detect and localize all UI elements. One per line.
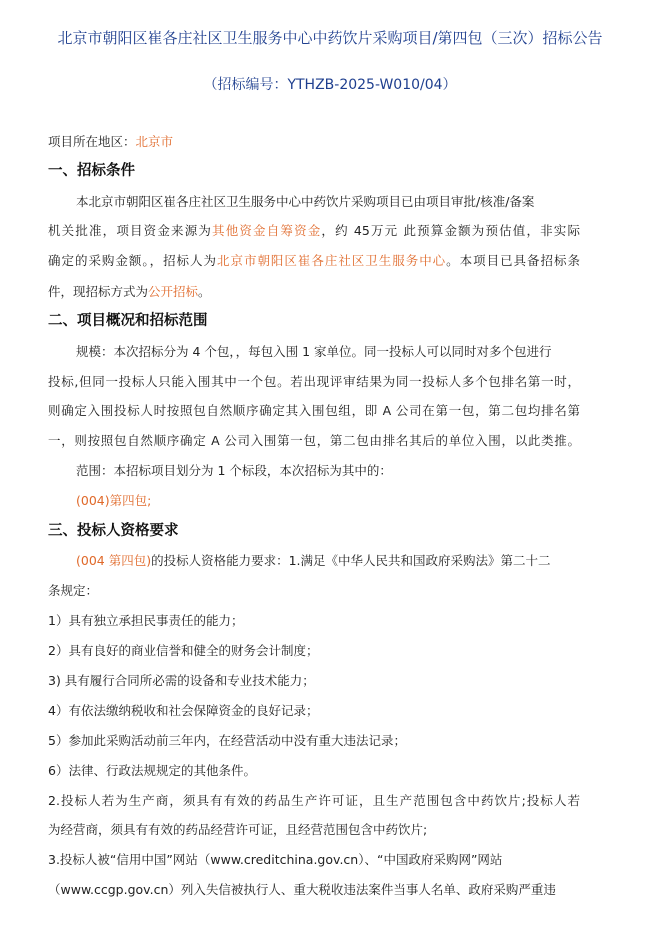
qualification-intro-line-1 bbox=[76, 553, 551, 569]
tender-method: 公开招标 bbox=[148, 284, 199, 299]
conditions-line-3 bbox=[48, 253, 580, 269]
qualification-item: 5）参加此采购活动前三年内，在经营活动中没有重大违法记录； bbox=[48, 733, 406, 748]
section-heading-overview: 二、项目概况和招标范围 bbox=[48, 313, 208, 329]
package-line: (004)第四包; bbox=[76, 493, 152, 508]
qualification-item-3-line-2: （www.ccgp.gov.cn）列入失信被执行人、重大税收违法案件当事人名单、政府采购严重违 bbox=[48, 882, 556, 897]
region-label: 项目所在地区： bbox=[48, 134, 136, 149]
tenderer-name: 北京市朝阳区崔各庄社区卫生服务中心 bbox=[217, 253, 447, 268]
conditions-text: ，约 45万元 此预算金额为预估值，非实际 bbox=[321, 223, 580, 238]
conditions-text: 确定的采购金额。，招标人为 bbox=[48, 253, 217, 268]
conditions-text: 。 bbox=[198, 284, 211, 299]
conditions-text: 机关批准，项目资金来源为 bbox=[48, 223, 213, 238]
conditions-text: 件，现招标方式为 bbox=[48, 284, 149, 299]
scale-line-3: 则确定入围投标人时按照包自然顺序确定其入围包组，即 A 公司在第一包，第二包均排名第 bbox=[48, 403, 580, 418]
conditions-line-1: 本北京市朝阳区崔各庄社区卫生服务中心中药饮片采购项目已由项目审批/核准/备案 bbox=[76, 194, 535, 209]
qualification-item: 3) 具有履行合同所必需的设备和专业技术能力； bbox=[48, 673, 315, 688]
scale-line-1: 规模：本次招标分为 4 个包，，每包入围 1 家单位。同一投标人可以同时对多个包进行 bbox=[76, 344, 552, 359]
conditions-line-4 bbox=[48, 284, 211, 300]
package-ref: (004 第四包) bbox=[76, 553, 152, 568]
conditions-line-2 bbox=[48, 223, 580, 239]
tender-number: （招标编号：YTHZB-2025-W010/04） bbox=[203, 77, 457, 93]
qualification-item: 6）法律、行政法规规定的其他条件。 bbox=[48, 763, 256, 778]
qualification-item-3-line-1: 3.投标人被“信用中国”网站（www.creditchina.gov.cn）、“中国政府采购网”网站 bbox=[48, 852, 503, 867]
project-region bbox=[48, 134, 173, 150]
section-heading-qualifications: 三、投标人资格要求 bbox=[48, 523, 179, 539]
qualification-text: 的投标人资格能力要求：1.满足《中华人民共和国政府采购法》第二十二 bbox=[151, 553, 551, 568]
scale-line-2: 投标,但同一投标人只能入围其中一个包。若出现评审结果为同一投标人多个包排名第一时， bbox=[48, 374, 580, 389]
fund-source: 其他资金自筹资金 bbox=[212, 223, 322, 238]
notice-title: 北京市朝阳区崔各庄社区卫生服务中心中药饮片采购项目/第四包（三次）招标公告 bbox=[57, 29, 603, 47]
region-value: 北京市 bbox=[135, 134, 174, 149]
scale-line-4: 一，则按照包自然顺序确定 A 公司入围第一包，第二包由排名其后的单位入围，以此类推。 bbox=[48, 433, 580, 448]
qualification-item-2-line-2: 为经营商，须具有有效的药品经营许可证，且经营范围包含中药饮片; bbox=[48, 822, 428, 837]
qualification-intro-line-2: 条规定： bbox=[48, 583, 99, 598]
conditions-text: 。本项目已具备招标条 bbox=[446, 253, 580, 268]
qualification-item: 4）有依法缴纳税收和社会保障资金的良好记录； bbox=[48, 703, 319, 718]
qualification-item-2-line-1: 2.投标人若为生产商，须具有有效的药品生产许可证，且生产范围包含中药饮片;投标人若 bbox=[48, 793, 580, 808]
qualification-item: 1）具有独立承担民事责任的能力； bbox=[48, 613, 244, 628]
section-heading-conditions: 一、招标条件 bbox=[48, 163, 135, 179]
qualification-item: 2）具有良好的商业信誉和健全的财务会计制度； bbox=[48, 643, 319, 658]
range-line: 范围：本招标项目划分为 1 个标段，本次招标为其中的： bbox=[76, 463, 392, 478]
